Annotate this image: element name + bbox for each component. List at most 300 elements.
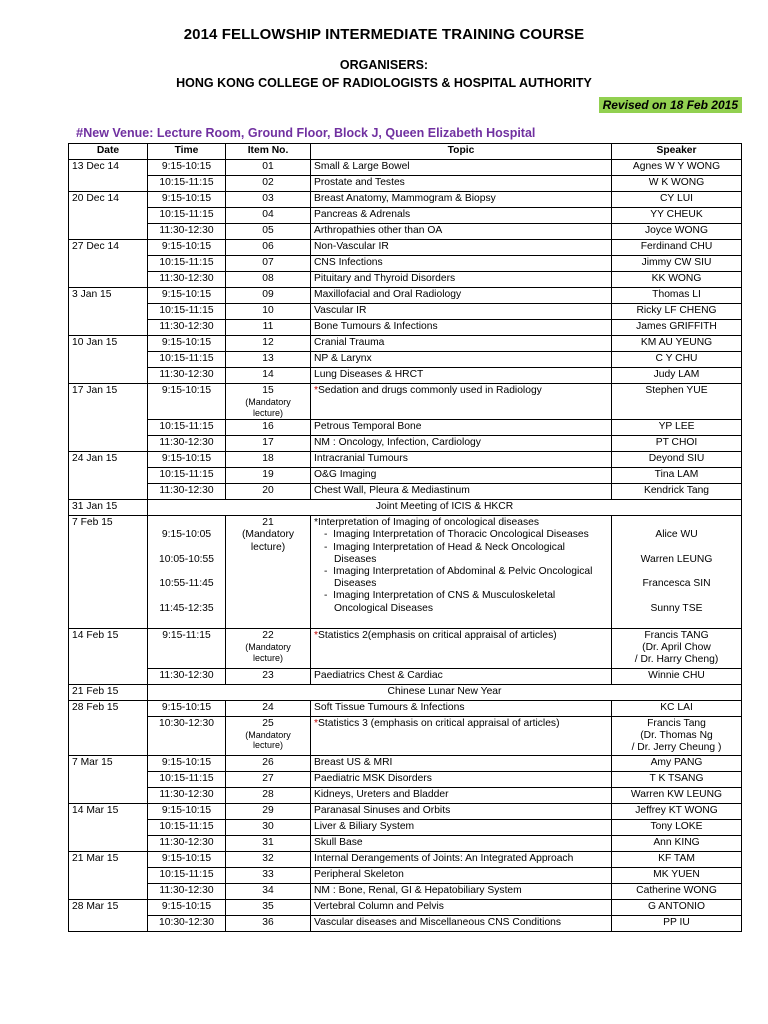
item-cell — [226, 384, 311, 420]
speaker-cell — [612, 320, 742, 336]
speaker-name: Winnie CHU — [648, 669, 705, 681]
item-cell — [226, 516, 311, 629]
item-number: 12 — [262, 337, 274, 348]
item-cell — [226, 484, 311, 500]
speaker-name: Joyce WONG — [645, 225, 708, 236]
speaker-name: MK YUEN — [653, 869, 700, 881]
bullet-dash: - — [324, 566, 334, 578]
topic-cell — [311, 272, 612, 288]
mandatory-star: * — [314, 517, 319, 529]
speaker-cell — [612, 716, 742, 756]
table-row — [69, 384, 742, 420]
topic-cell — [311, 208, 612, 224]
topic-text: Liver & Biliary System — [314, 821, 415, 833]
speaker-name: Judy LAM — [653, 369, 700, 380]
table-row — [69, 836, 742, 852]
time-cell: 10:30-12:30 — [148, 716, 226, 756]
topic-cell — [311, 788, 612, 804]
sub-topic-text: Imaging Interpretation of Abdominal & Pelvic Oncological Diseases — [333, 566, 593, 590]
item-cell — [226, 320, 311, 336]
speaker-name: Ricky LF CHENG — [636, 305, 717, 316]
speaker-name: Kendrick Tang — [643, 485, 710, 497]
speaker-cell — [612, 452, 742, 468]
time-cell: 11:30-12:30 — [148, 224, 226, 240]
item-number: 33 — [262, 869, 274, 881]
date-cell: 27 Dec 14 — [69, 240, 148, 288]
time-cell: 9:15-10:15 — [148, 804, 226, 820]
table-row — [69, 900, 742, 916]
item-number: 16 — [262, 421, 274, 433]
header-topic: Topic — [311, 144, 612, 160]
table-row — [69, 852, 742, 868]
speaker-name: KC LAI — [660, 701, 693, 713]
topic-cell — [311, 384, 612, 420]
table-row — [69, 820, 742, 836]
table-row — [69, 500, 742, 516]
header-speaker: Speaker — [612, 144, 742, 160]
revised-date-badge: Revised on 18 Feb 2015 — [599, 97, 742, 113]
bullet-dash: - — [324, 541, 334, 553]
speaker-name: Jimmy CW SIU — [641, 257, 712, 268]
date-cell: 7 Feb 15 — [69, 516, 148, 629]
table-row — [69, 516, 742, 629]
time-cell: 9:15-10:15 — [148, 336, 226, 352]
mandatory-star: * — [314, 629, 319, 641]
date-cell: 21 Feb 15 — [69, 684, 148, 700]
speaker-name: Agnes W Y WONG — [632, 161, 721, 172]
topic-text: NP & Larynx — [314, 353, 372, 364]
speaker-cell — [612, 304, 742, 320]
table-row — [69, 484, 742, 500]
spacer — [615, 590, 738, 602]
table-row — [69, 368, 742, 384]
header-item-no: Item No. — [226, 144, 311, 160]
sub-topic — [314, 566, 608, 590]
table-row — [69, 320, 742, 336]
time-cell: 11:30-12:30 — [148, 836, 226, 852]
table-row — [69, 288, 742, 304]
item-cell — [226, 420, 311, 436]
speaker-cell — [612, 352, 742, 368]
item-number: 28 — [262, 789, 274, 801]
item-cell — [226, 916, 311, 932]
item-number: 10 — [262, 305, 274, 316]
topic-text: Non-Vascular IR — [314, 241, 389, 252]
topic-cell — [311, 304, 612, 320]
sub-speaker: Sunny TSE — [650, 602, 703, 614]
item-cell — [226, 336, 311, 352]
topic-text: Prostate and Testes — [314, 177, 405, 188]
topic-cell — [311, 484, 612, 500]
speaker-name: Warren KW LEUNG — [630, 789, 723, 801]
mandatory-star: * — [314, 717, 319, 729]
speaker-cell — [612, 192, 742, 208]
item-number: 26 — [262, 757, 274, 769]
time-cell: 9:15-10:15 — [148, 700, 226, 716]
bullet-dash: - — [324, 529, 334, 541]
item-cell — [226, 240, 311, 256]
item-cell — [226, 836, 311, 852]
item-number: 29 — [262, 805, 274, 817]
venue-text: New Venue: Lecture Room, Ground Floor, Block J, Queen Elizabeth Hospital — [83, 126, 536, 140]
topic-cell — [311, 820, 612, 836]
item-number: 35 — [262, 901, 274, 913]
time-cell: 11:30-12:30 — [148, 320, 226, 336]
topic-cell — [311, 836, 612, 852]
speaker-name: PT CHOI — [655, 437, 698, 449]
item-number: 14 — [262, 369, 274, 380]
date-cell: 13 Dec 14 — [69, 160, 148, 192]
speaker-cell — [612, 668, 742, 684]
topic-text: Kidneys, Ureters and Bladder — [314, 789, 449, 801]
table-row — [69, 272, 742, 288]
item-cell — [226, 160, 311, 176]
date-cell: 14 Feb 15 — [69, 628, 148, 684]
time-cell: 9:15-10:15 — [148, 452, 226, 468]
topic-cell — [311, 320, 612, 336]
speaker-name: Amy PANG — [650, 757, 703, 769]
speaker-name: YY CHEUK — [650, 209, 703, 220]
table-row — [69, 684, 742, 700]
table-row — [69, 788, 742, 804]
topic-text: O&G Imaging — [314, 469, 377, 481]
table-row — [69, 176, 742, 192]
speaker-cell — [612, 900, 742, 916]
speaker-cell — [612, 772, 742, 788]
sub-topic-text: Imaging Interpretation of CNS & Musculoskeletal Oncological Diseases — [333, 590, 556, 614]
time-cell: 11:30-12:30 — [148, 436, 226, 452]
topic-cell — [311, 224, 612, 240]
header-date: Date — [69, 144, 148, 160]
spacer — [151, 615, 222, 627]
sub-topic — [314, 529, 608, 541]
mandatory-star: * — [314, 385, 319, 396]
item-number: 06 — [262, 241, 274, 252]
speaker-cell — [612, 224, 742, 240]
sub-speaker: Alice WU — [655, 529, 698, 541]
speaker-name: Francis Tang — [647, 717, 706, 729]
topic-cell — [311, 804, 612, 820]
table-row — [69, 240, 742, 256]
table-row — [69, 352, 742, 368]
topic-text: Statistics 3 (emphasis on critical appraisal of articles) — [318, 717, 560, 729]
time-cell: 11:30-12:30 — [148, 668, 226, 684]
topic-cell — [311, 160, 612, 176]
item-number: 07 — [262, 257, 274, 268]
speaker-name: Ann KING — [653, 837, 700, 849]
item-number: 27 — [262, 773, 274, 785]
spacer — [615, 517, 738, 529]
speaker-name: YP LEE — [658, 421, 695, 433]
item-cell — [226, 272, 311, 288]
date-cell: 10 Jan 15 — [69, 336, 148, 384]
item-cell — [226, 820, 311, 836]
item-number: 20 — [262, 485, 274, 497]
speaker-name: KM AU YEUNG — [640, 337, 713, 348]
item-cell — [226, 208, 311, 224]
topic-text: Intracranial Tumours — [314, 453, 408, 465]
item-cell — [226, 288, 311, 304]
speaker-cell — [612, 256, 742, 272]
time-cell: 10:15-11:15 — [148, 820, 226, 836]
table-row — [69, 884, 742, 900]
item-number: 17 — [262, 437, 274, 449]
time-cell: 11:30-12:30 — [148, 788, 226, 804]
topic-text: Breast Anatomy, Mammogram & Biopsy — [314, 193, 496, 204]
table-row — [69, 420, 742, 436]
item-number: 22 — [262, 629, 274, 641]
topic-text: CNS Infections — [314, 257, 383, 268]
item-cell — [226, 192, 311, 208]
topic-cell — [311, 436, 612, 452]
speaker-cell — [612, 516, 742, 629]
schedule-table — [68, 143, 742, 932]
item-cell — [226, 468, 311, 484]
document-title: 2014 FELLOWSHIP INTERMEDIATE TRAINING COURSE — [183, 26, 585, 43]
speaker-name: Stephen YUE — [645, 385, 708, 396]
speaker-name: Tina LAM — [654, 469, 699, 481]
speaker-name: KF TAM — [658, 853, 695, 865]
speaker-name: CY LUI — [659, 193, 693, 204]
table-row — [69, 160, 742, 176]
speaker-name: Tony LOKE — [650, 821, 703, 833]
time-cell — [148, 516, 226, 629]
date-cell: 20 Dec 14 — [69, 192, 148, 240]
speaker-name: Ferdinand CHU — [640, 241, 713, 252]
sub-topic-text: Imaging Interpretation of Head & Neck Oncological Diseases — [333, 541, 565, 565]
topic-text: Skull Base — [314, 837, 363, 849]
topic-text: NM : Bone, Renal, GI & Hepatobiliary System — [314, 885, 522, 897]
item-number: 01 — [262, 161, 274, 172]
topic-text: Arthropathies other than OA — [314, 225, 443, 236]
item-cell — [226, 868, 311, 884]
topic-cell — [311, 916, 612, 932]
speaker-cell — [612, 468, 742, 484]
topic-text: Chest Wall, Pleura & Mediastinum — [314, 485, 470, 497]
topic-cell — [311, 192, 612, 208]
item-number: 23 — [262, 669, 274, 681]
spacer — [151, 590, 222, 602]
speaker-cell — [612, 700, 742, 716]
topic-cell — [311, 668, 612, 684]
time-cell: 9:15-10:15 — [148, 160, 226, 176]
table-row — [69, 452, 742, 468]
table-row — [69, 772, 742, 788]
table-row — [69, 668, 742, 684]
speaker-name: C Y CHU — [655, 353, 698, 364]
speaker-cell — [612, 384, 742, 420]
table-row — [69, 208, 742, 224]
speaker-moderator: / Dr. Harry Cheng) — [634, 654, 719, 666]
speaker-cell — [612, 820, 742, 836]
mandatory-note: (Mandatory lecture) — [245, 397, 291, 418]
sub-speaker: Warren LEUNG — [640, 553, 713, 565]
date-cell: 24 Jan 15 — [69, 452, 148, 500]
speaker-cell — [612, 868, 742, 884]
topic-text: Vascular IR — [314, 305, 367, 316]
item-cell — [226, 352, 311, 368]
speaker-cell — [612, 272, 742, 288]
time-cell: 10:15-11:15 — [148, 256, 226, 272]
spacer — [615, 615, 738, 627]
time-cell: 9:15-10:15 — [148, 192, 226, 208]
item-cell — [226, 900, 311, 916]
topic-text: Vascular diseases and Miscellaneous CNS Conditions — [314, 917, 562, 929]
table-row — [69, 256, 742, 272]
item-number: 24 — [262, 701, 274, 713]
topic-cell — [311, 716, 612, 756]
table-row — [69, 756, 742, 772]
speaker-name: G ANTONIO — [647, 901, 706, 913]
speaker-name: Thomas LI — [652, 289, 701, 300]
speaker-cell — [612, 884, 742, 900]
table-row — [69, 336, 742, 352]
item-cell — [226, 884, 311, 900]
item-cell — [226, 176, 311, 192]
item-number: 32 — [262, 853, 274, 865]
item-cell — [226, 668, 311, 684]
item-cell — [226, 256, 311, 272]
item-cell — [226, 756, 311, 772]
topic-text: Breast US & MRI — [314, 757, 393, 769]
table-row — [69, 700, 742, 716]
item-cell — [226, 224, 311, 240]
topic-cell — [311, 420, 612, 436]
sub-time: 10:05-10:55 — [159, 553, 214, 565]
spacer — [615, 566, 738, 578]
topic-cell — [311, 240, 612, 256]
item-cell — [226, 700, 311, 716]
table-header-row — [69, 144, 742, 160]
topic-cell — [311, 868, 612, 884]
speaker-cell — [612, 436, 742, 452]
topic-text: NM : Oncology, Infection, Cardiology — [314, 437, 481, 449]
speaker-cell — [612, 176, 742, 192]
table-row — [69, 916, 742, 932]
event-cell: Joint Meeting of ICIS & HKCR — [148, 500, 742, 516]
topic-cell — [311, 368, 612, 384]
topic-text: Pituitary and Thyroid Disorders — [314, 273, 456, 284]
event-cell: Chinese Lunar New Year — [148, 684, 742, 700]
topic-cell — [311, 772, 612, 788]
time-cell: 10:15-11:15 — [148, 868, 226, 884]
time-cell: 9:15-11:15 — [148, 628, 226, 668]
speaker-cell — [612, 852, 742, 868]
topic-text: Sedation and drugs commonly used in Radiology — [318, 385, 542, 396]
time-cell: 10:15-11:15 — [148, 176, 226, 192]
time-cell: 10:15-11:15 — [148, 304, 226, 320]
item-cell — [226, 788, 311, 804]
topic-cell — [311, 336, 612, 352]
item-number: 34 — [262, 885, 274, 897]
topic-cell — [311, 756, 612, 772]
topic-text: Small & Large Bowel — [314, 161, 410, 172]
time-cell: 9:15-10:15 — [148, 288, 226, 304]
sub-topic — [314, 542, 608, 566]
item-number: 36 — [262, 917, 274, 929]
speaker-cell — [612, 288, 742, 304]
mandatory-note: (Mandatory lecture) — [245, 642, 291, 663]
time-cell: 9:15-10:15 — [148, 756, 226, 772]
topic-cell — [311, 900, 612, 916]
item-cell — [226, 304, 311, 320]
speaker-name: KK WONG — [651, 273, 702, 284]
item-cell — [226, 452, 311, 468]
topic-cell — [311, 352, 612, 368]
speaker-cell — [612, 420, 742, 436]
date-cell: 14 Mar 15 — [69, 804, 148, 852]
topic-cell — [311, 516, 612, 629]
time-cell: 9:15-10:15 — [148, 384, 226, 420]
topic-cell — [311, 884, 612, 900]
date-cell: 21 Mar 15 — [69, 852, 148, 900]
topic-cell — [311, 628, 612, 668]
item-number: 02 — [262, 177, 274, 188]
schedule-body — [69, 160, 742, 932]
topic-text: Bone Tumours & Infections — [314, 321, 438, 332]
item-number: 15 — [262, 385, 274, 396]
topic-heading — [314, 517, 608, 529]
speaker-moderator: (Dr. Thomas Ng — [640, 729, 713, 741]
topic-text: Lung Diseases & HRCT — [314, 369, 424, 380]
header-time: Time — [148, 144, 226, 160]
item-cell — [226, 436, 311, 452]
speaker-cell — [612, 916, 742, 932]
sub-time: 10:55-11:45 — [159, 578, 214, 590]
speaker-moderator: (Dr. April Chow — [642, 642, 711, 654]
sub-time: 9:15-10:05 — [161, 529, 212, 541]
speaker-cell — [612, 368, 742, 384]
table-row — [69, 628, 742, 668]
venue-hash-mark: # — [76, 125, 84, 140]
item-cell — [226, 368, 311, 384]
topic-cell — [311, 176, 612, 192]
item-number: 04 — [262, 209, 274, 220]
date-cell: 31 Jan 15 — [69, 500, 148, 516]
topic-text: Paediatric MSK Disorders — [314, 773, 432, 785]
spacer — [151, 566, 222, 578]
speaker-cell — [612, 788, 742, 804]
topic-text: Internal Derangements of Joints: An Integrated Approach — [314, 853, 574, 865]
time-cell: 10:30-12:30 — [148, 916, 226, 932]
topic-text: Peripheral Skeleton — [314, 869, 404, 881]
speaker-name: PP IU — [663, 917, 690, 929]
organisers-label: ORGANISERS: — [339, 58, 429, 72]
table-row — [69, 436, 742, 452]
mandatory-note: (Mandatory lecture) — [241, 529, 295, 553]
time-cell: 10:15-11:15 — [148, 352, 226, 368]
item-cell — [226, 628, 311, 668]
item-number: 21 — [262, 517, 274, 529]
speaker-name: W K WONG — [648, 177, 705, 188]
topic-text: Soft Tissue Tumours & Infections — [314, 701, 465, 713]
date-cell: 28 Feb 15 — [69, 700, 148, 756]
topic-cell — [311, 452, 612, 468]
item-cell — [226, 852, 311, 868]
speaker-name: Catherine WONG — [636, 885, 717, 897]
organisers-names: HONG KONG COLLEGE OF RADIOLOGISTS & HOSPITAL AUTHORITY — [176, 76, 592, 90]
speaker-cell — [612, 756, 742, 772]
speaker-cell — [612, 208, 742, 224]
time-cell: 10:15-11:15 — [148, 772, 226, 788]
topic-cell — [311, 852, 612, 868]
date-cell: 7 Mar 15 — [69, 756, 148, 804]
speaker-cell — [612, 240, 742, 256]
item-number: 19 — [262, 469, 274, 481]
item-number: 31 — [262, 837, 274, 849]
time-cell: 11:30-12:30 — [148, 884, 226, 900]
time-cell: 9:15-10:15 — [148, 900, 226, 916]
